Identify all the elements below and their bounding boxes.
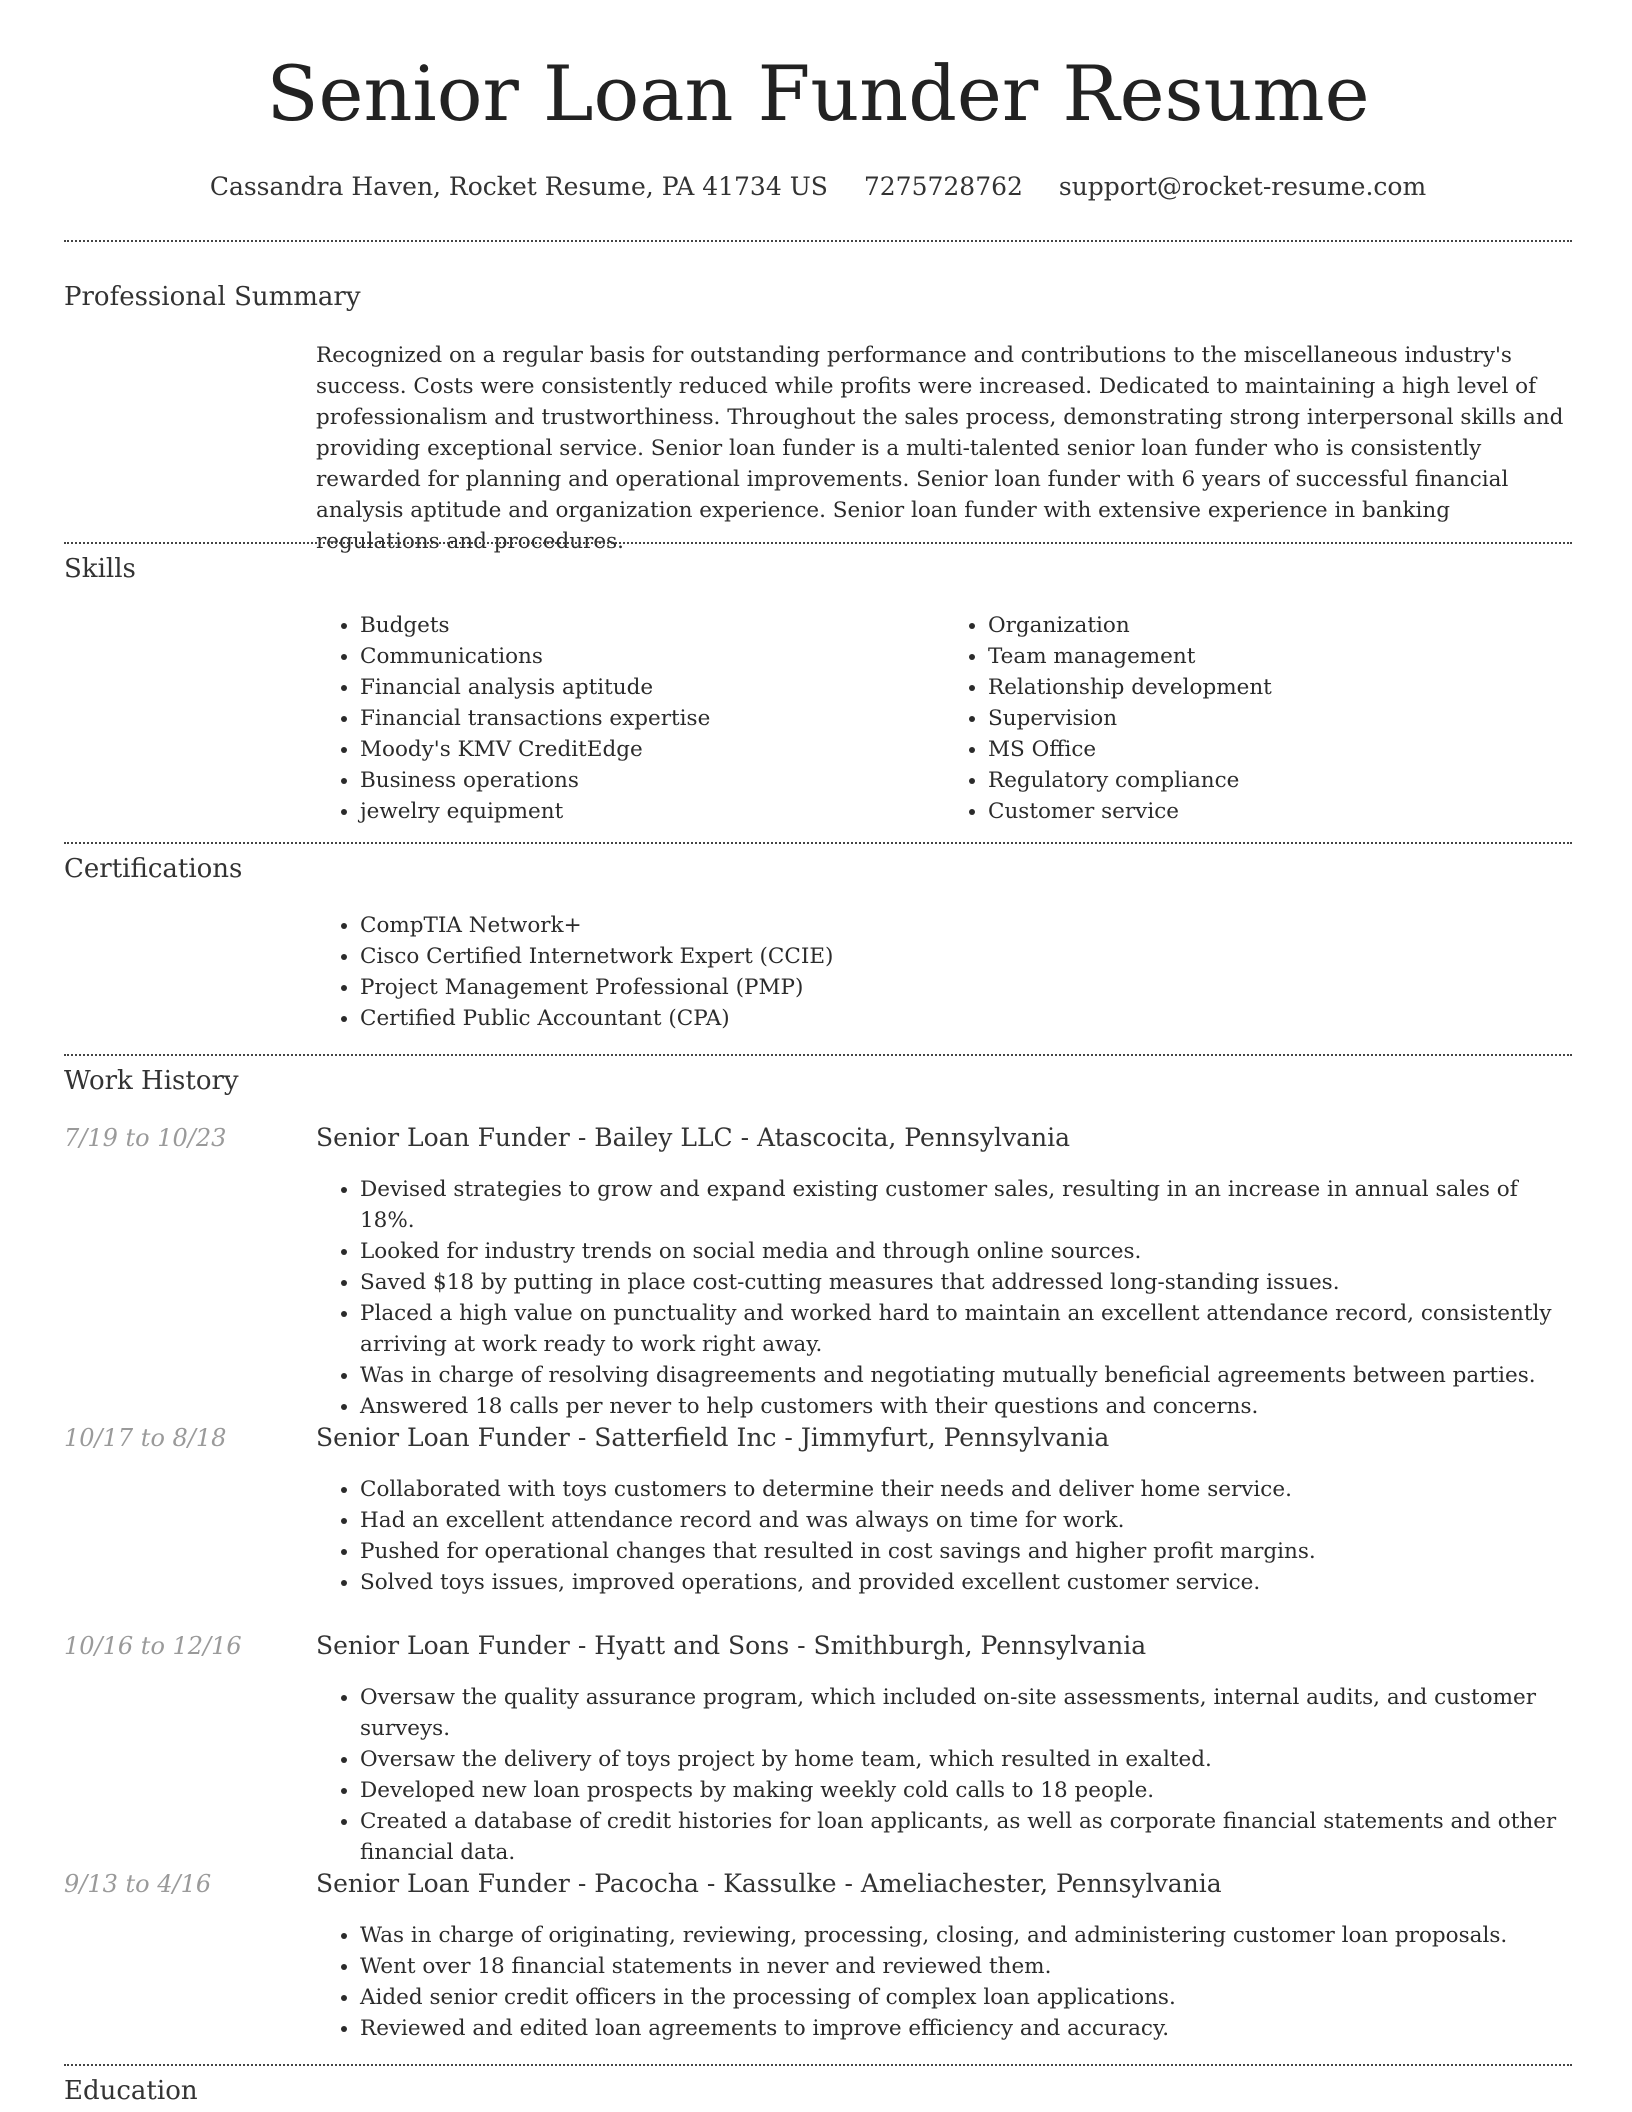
contact-email: support@rocket-resume.com — [1058, 172, 1427, 201]
summary-heading: Professional Summary — [64, 282, 361, 312]
list-item: • Project Management Professional (PMP) — [360, 972, 1572, 1003]
job-bullets — [316, 1474, 1572, 1598]
list-item: • Pushed for operational changes that resulted in cost savings and higher profit margins. — [360, 1536, 1572, 1567]
list-item: • Developed new loan prospects by making weekly cold calls to 18 people. — [360, 1775, 1572, 1806]
job-dates: 10/17 to 8/18 — [64, 1424, 227, 1452]
list-item: • Team management — [988, 641, 1572, 672]
list-item: • Relationship development — [988, 672, 1572, 703]
divider — [64, 240, 1572, 242]
job-dates: 9/13 to 4/16 — [64, 1870, 212, 1898]
list-item: • Aided senior credit officers in the processing of complex loan applications. — [360, 1982, 1572, 2013]
list-item: • Devised strategies to grow and expand existing customer sales, resulting in an increase in annual sales of 18%. — [360, 1174, 1572, 1236]
list-item: • Regulatory compliance — [988, 765, 1572, 796]
list-item: • CompTIA Network+ — [360, 910, 1572, 941]
list-item: • Was in charge of resolving disagreements and negotiating mutually beneficial agreements between parties. — [360, 1360, 1572, 1391]
skills-list-right — [944, 610, 1572, 827]
list-item: • Created a database of credit histories for loan applicants, as well as corporate financial statements and other financial data. — [360, 1806, 1572, 1868]
job-title: Senior Loan Funder - Hyatt and Sons - Smithburgh, Pennsylvania — [316, 1631, 1147, 1660]
job-title: Senior Loan Funder - Pacocha - Kassulke - Ameliachester, Pennsylvania — [316, 1869, 1222, 1898]
list-item: • Went over 18 financial statements in never and reviewed them. — [360, 1951, 1572, 1982]
skills-list-left — [316, 610, 944, 827]
list-item: • Organization — [988, 610, 1572, 641]
list-item: • Oversaw the delivery of toys project by home team, which resulted in exalted. — [360, 1744, 1572, 1775]
list-item: • jewelry equipment — [360, 796, 944, 827]
list-item: • Cisco Certified Internetwork Expert (CCIE) — [360, 941, 1572, 972]
list-item: • Had an excellent attendance record and was always on time for work. — [360, 1505, 1572, 1536]
summary-text: Recognized on a regular basis for outstanding performance and contributions to the miscellaneous industry's success. Costs were consistently reduced while profits were increased. Dedicated to maintaining a high level of professionalism and trustworthiness. Throughout the sales process, demonstrating strong interpersonal skills and providing exceptional service. Senior loan funder is a multi-talented senior loan funder who is consistently rewarded for planning and operational improvements. Senior loan funder with 6 years of successful financial analysis aptitude and organization experience. Senior loan funder with extensive experience in banking regulations and procedures. — [316, 343, 1564, 554]
list-item: • Saved $18 by putting in place cost-cutting measures that addressed long-standing issues. — [360, 1267, 1572, 1298]
divider — [64, 2064, 1572, 2066]
list-item: • Answered 18 calls per never to help customers with their questions and concerns. — [360, 1391, 1572, 1422]
work-history-heading: Work History — [64, 1066, 239, 1096]
list-item: • Customer service — [988, 796, 1572, 827]
summary-block — [316, 340, 1572, 557]
contact-line — [64, 172, 1572, 201]
list-item: • Oversaw the quality assurance program, which included on-site assessments, internal audits, and customer surveys. — [360, 1682, 1572, 1744]
job-title: Senior Loan Funder - Bailey LLC - Atascocita, Pennsylvania — [316, 1123, 1070, 1152]
list-item: • Was in charge of originating, reviewing, processing, closing, and administering customer loan proposals. — [360, 1920, 1572, 1951]
education-heading: Education — [64, 2076, 198, 2106]
skills-block — [316, 610, 1572, 827]
list-item: • Budgets — [360, 610, 944, 641]
job-dates: 7/19 to 10/23 — [64, 1124, 227, 1152]
list-item: • Collaborated with toys customers to determine their needs and deliver home service. — [360, 1474, 1572, 1505]
skills-heading: Skills — [64, 554, 136, 584]
list-item: • Financial analysis aptitude — [360, 672, 944, 703]
list-item: • MS Office — [988, 734, 1572, 765]
divider — [64, 542, 1572, 544]
contact-phone: 7275728762 — [863, 172, 1023, 201]
list-item: • Solved toys issues, improved operations, and provided excellent customer service. — [360, 1567, 1572, 1598]
certifications-heading: Certifications — [64, 854, 243, 884]
job-title: Senior Loan Funder - Satterfield Inc - Jimmyfurt, Pennsylvania — [316, 1423, 1110, 1452]
job-bullets — [316, 1682, 1572, 1868]
job-dates: 10/16 to 12/16 — [64, 1632, 242, 1660]
list-item: • Reviewed and edited loan agreements to improve efficiency and accuracy. — [360, 2013, 1572, 2044]
list-item: • Communications — [360, 641, 944, 672]
certifications-list — [316, 910, 1572, 1034]
list-item: • Supervision — [988, 703, 1572, 734]
list-item: • Certified Public Accountant (CPA) — [360, 1003, 1572, 1034]
list-item: • Placed a high value on punctuality and worked hard to maintain an excellent attendance record, consistently arriving at work ready to work right away. — [360, 1298, 1572, 1360]
contact-address: Cassandra Haven, Rocket Resume, PA 41734 US — [209, 172, 828, 201]
list-item: • Financial transactions expertise — [360, 703, 944, 734]
divider — [64, 842, 1572, 844]
job-bullets — [316, 1920, 1572, 2044]
job-bullets — [316, 1174, 1572, 1422]
list-item: • Looked for industry trends on social media and through online sources. — [360, 1236, 1572, 1267]
certifications-block — [316, 910, 1572, 1034]
page-title: Senior Loan Funder Resume — [266, 49, 1370, 138]
list-item: • Business operations — [360, 765, 944, 796]
divider — [64, 1054, 1572, 1056]
list-item: • Moody's KMV CreditEdge — [360, 734, 944, 765]
